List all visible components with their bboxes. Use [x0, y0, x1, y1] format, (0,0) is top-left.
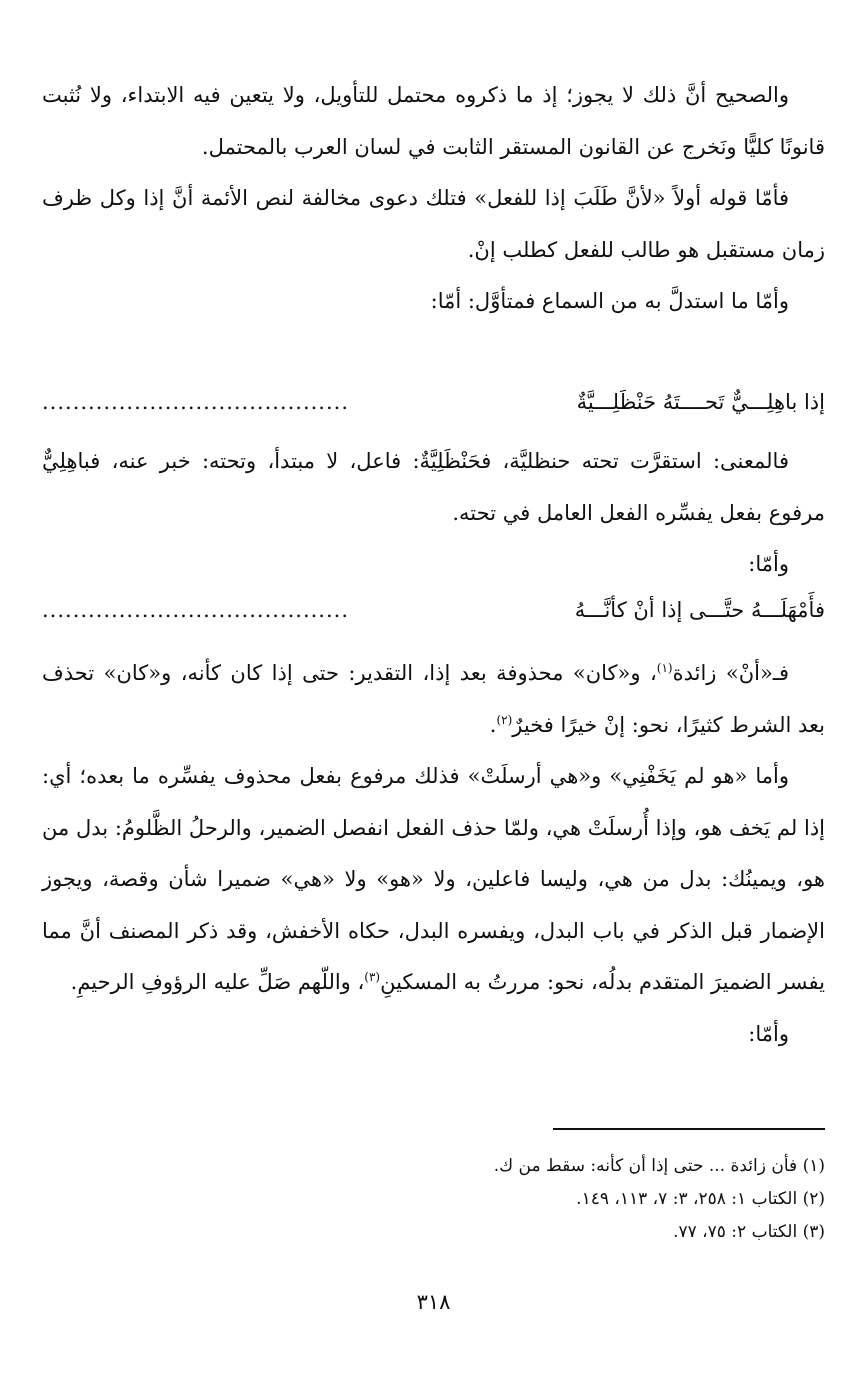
verse-1-hemistich: إذا باهِلِـــيٌّ تَحــــتَهُ حَنْظَلِـــيَّةٌ — [576, 390, 825, 414]
paragraph-5: وأمّا: — [748, 552, 789, 576]
main-text-middle — [42, 436, 825, 591]
paragraph-3: وأمّا ما استدلَّ به من السماع فمتأوَّل: أمّا: — [430, 289, 789, 313]
footnote-2: (٢) الكتاب ١: ٢٥٨، ٣: ٧، ١١٣، ١٤٩. — [576, 1189, 825, 1209]
verse-2-hemistich: فأَمْهَلَـــهُ حتَّـــى إذا أنْ كأنَّـــهُ — [574, 598, 825, 622]
main-text-lower — [42, 648, 825, 1060]
verse-2-dots: ........................................ — [42, 598, 350, 622]
paragraph-1: والصحيح أنَّ ذلك لا يجوز؛ إذ ما ذكروه محتمل للتأويل، ولا يتعين فيه الابتداء، ولا نُثبت قانونًا كليًّا ونَخرج عن القانون المستقر الثابت في لسان العرب بالمحتمل. — [42, 83, 825, 159]
paragraph-7 — [42, 751, 825, 1009]
footnote-mark-1: (١) — [656, 661, 673, 675]
main-text-upper — [42, 70, 825, 328]
footnotes — [42, 1150, 825, 1249]
footnote-1: (١) فأن زائدة ... حتى إذا أن كأنه: سقط من ك. — [493, 1156, 825, 1176]
paragraph-8: وأمّا: — [748, 1021, 789, 1046]
verse-1 — [42, 382, 825, 422]
footnote-mark-3: (٣) — [364, 970, 381, 984]
paragraph-6-part-a: فـ«أنْ» زائدة — [672, 661, 789, 685]
paragraph-2: فأمّا قوله أولاً «لأنَّ طَلَبَ إذا للفعل» فتلك دعوى مخالفة لنص الأئمة أنَّ إذا وكل ظرف زمان مستقبل هو طالب للفعل كطلب إنْ. — [42, 186, 825, 262]
footnote-3: (٣) الكتاب ٢: ٧٥، ٧٧. — [673, 1222, 825, 1242]
verse-1-dots: ........................................ — [42, 390, 350, 414]
paragraph-6-part-b: ، و«كان» محذوفة بعد إذا، التقدير: حتى إذا كان كأنه، و«كان» تحذف بعد الشرط كثيرًا، نحو: إنْ خيرًا فخيرٌ — [42, 661, 825, 737]
footnote-mark-2: (٢) — [496, 712, 513, 727]
paragraph-6-part-c: . — [489, 712, 497, 737]
verse-2 — [42, 590, 825, 630]
paragraph-7-part-a: وأما «هو لم يَخَفْنِي» و«هي أرسلَتْ» فذلك مرفوع بفعل محذوف يفسِّره ما بعده؛ أي: إذا لم يَخف هو، وإذا أُرسلَتْ هي، ولمّا حذف الفعل انفصل الضمير، والرحلُ الظَّلومُ: بدل من هو، ويمينُك: بدل من هي، وليسا فاعلين، ولا «هو» ولا «هي» ضميرا شأن وقصة، ويجوز الإضمار قبل الذكر في باب البدل، ويفسره البدل، حكاه الأخفش، وقد ذكر المصنف أنَّ مما يفسر الضميرَ المتقدم بدلُه، نحو: مررتُ به المسكينِ — [42, 764, 825, 994]
paragraph-6 — [42, 648, 825, 751]
page-number: ٣١٨ — [416, 1290, 451, 1314]
footnote-separator — [553, 1128, 825, 1130]
paragraph-4: فالمعنى: استقرَّت تحته حنظليَّة، فحَنْظَلِيَّةٌ: فاعل، لا مبتدأ، وتحته: خبر عنه، فباهِلِيٌّ مرفوع بفعل يفسِّره الفعل العامل في تحته. — [42, 449, 825, 525]
paragraph-7-part-b: ، واللّهم صَلِّ عليه الرؤوفِ الرحيمِ. — [70, 970, 365, 994]
